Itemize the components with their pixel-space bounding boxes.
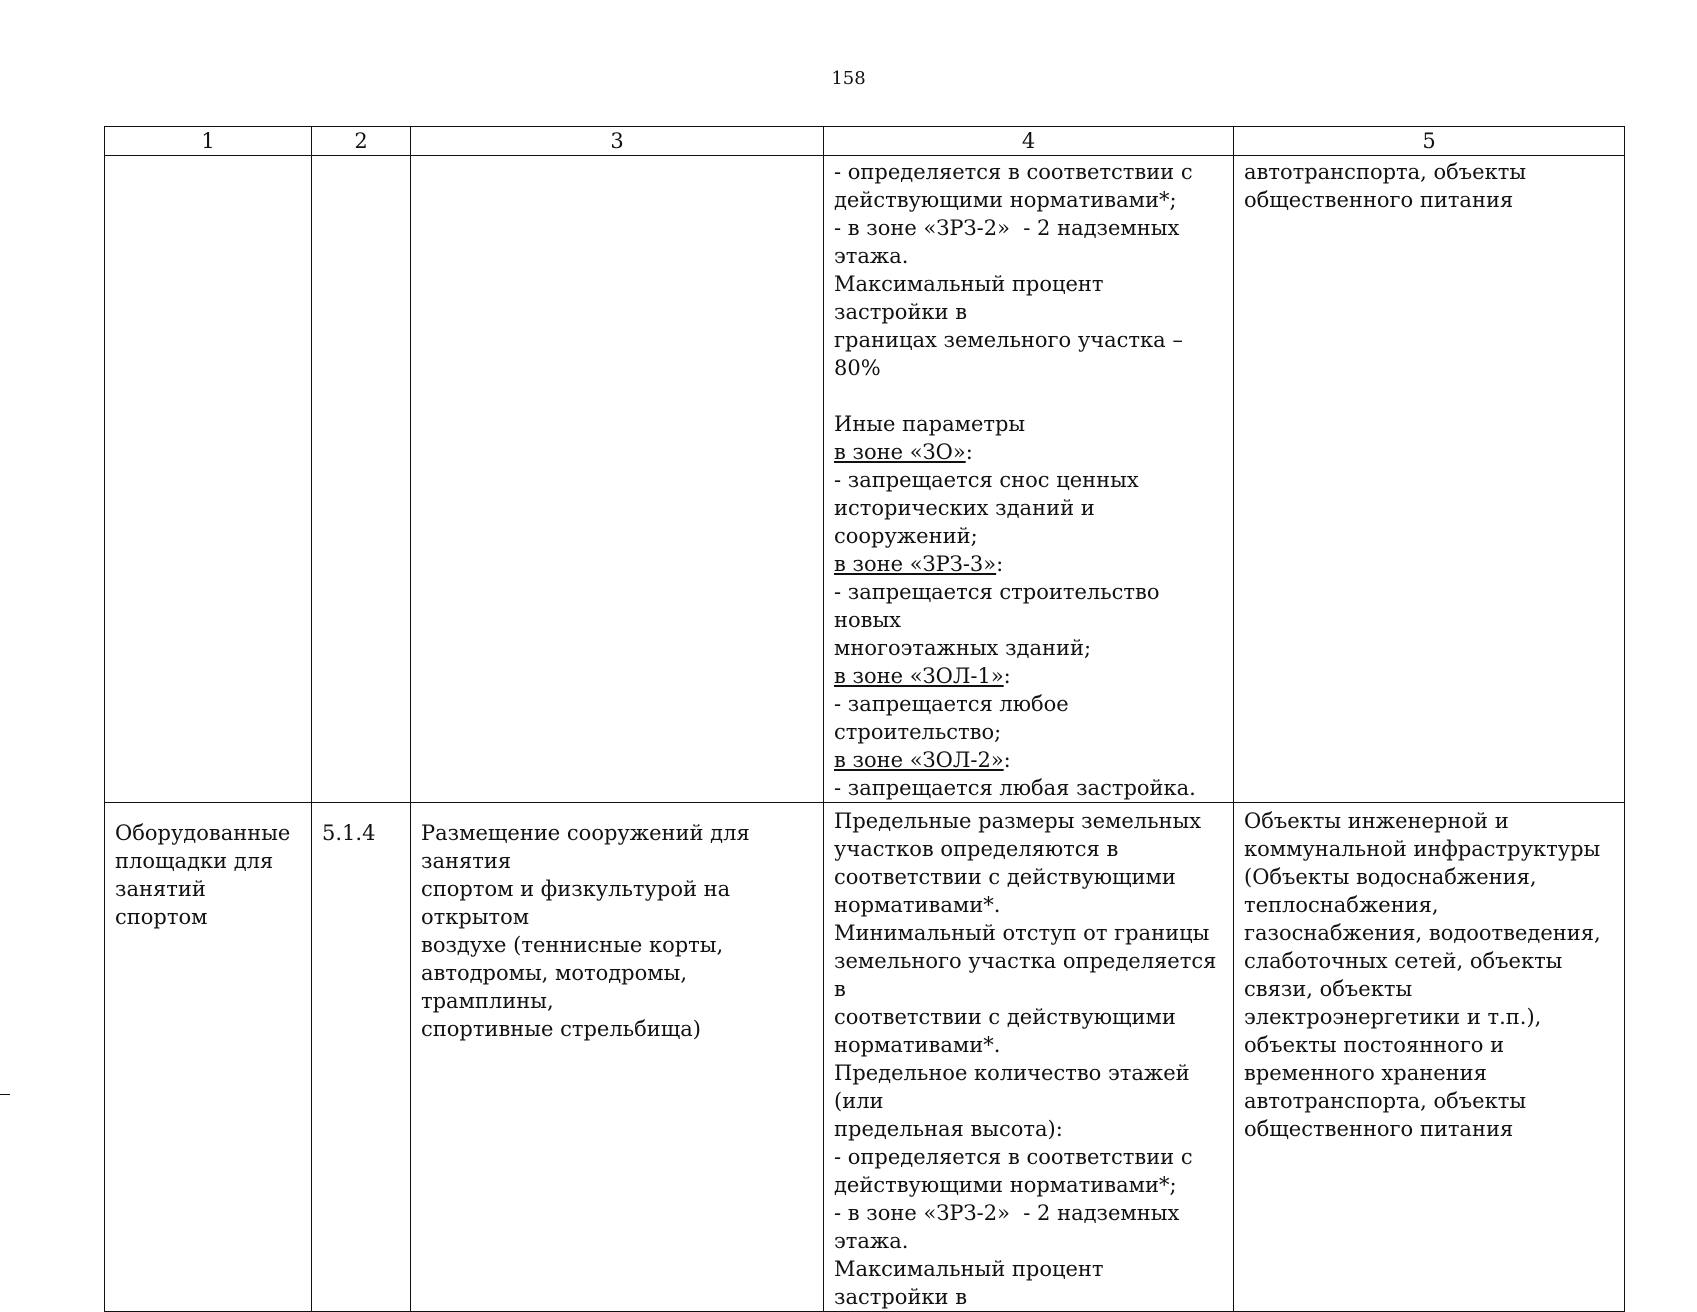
cell-text-line: Размещение сооружений для занятия	[421, 821, 757, 873]
zone-heading-suffix: :	[965, 440, 973, 464]
cell-use-name	[105, 156, 312, 803]
cell-text-line: площадки для	[115, 849, 274, 873]
cell-text-line: соответствии с действующими	[834, 1005, 1176, 1029]
cell-text-line: электроэнергетики и т.п.),	[1244, 1005, 1542, 1029]
zone-heading: в зоне «ЗОЛ-1»	[834, 664, 1004, 688]
cell-text-line: газоснабжения, водоотведения,	[1244, 921, 1601, 945]
cell-use-code	[312, 803, 411, 1312]
cell-use-name	[105, 803, 312, 1312]
cell-text-line: - определяется в соответствии с	[834, 160, 1193, 184]
cell-text-line	[834, 746, 1223, 774]
cell-text-line: - запрещается строительство новых	[834, 580, 1167, 632]
column-header-4: 4	[824, 127, 1234, 156]
cell-text-line: теплоснабжения,	[1244, 893, 1439, 917]
cell-text-line: спортивные стрельбища)	[421, 1017, 701, 1041]
cell-text-line: - в зоне «ЗРЗ-2» - 2 надземных	[834, 216, 1180, 240]
cell-auxiliary-uses	[1234, 803, 1625, 1312]
cell-text-line: - в зоне «ЗРЗ-2» - 2 надземных	[834, 1201, 1180, 1225]
column-header-2: 2	[312, 127, 411, 156]
cell-use-description	[411, 156, 824, 803]
cell-text-line: спортом и физкультурой на открытом	[421, 877, 737, 929]
cell-text-line: общественного питания	[1244, 1117, 1514, 1141]
cell-text-line: исторических зданий и сооружений;	[834, 496, 1102, 548]
cell-text-line	[834, 438, 1223, 466]
column-header-5: 5	[1234, 127, 1625, 156]
cell-text-line: Максимальный процент застройки в	[834, 272, 1111, 324]
cell-text-line: автотранспорта, объекты	[1244, 1089, 1527, 1113]
scan-edge-mark	[0, 1094, 10, 1095]
cell-text-line: действующими нормативами*;	[834, 1173, 1177, 1197]
cell-text-line	[834, 662, 1223, 690]
cell-text-line: 5.1.4	[322, 821, 376, 845]
zone-heading-suffix: :	[1003, 664, 1011, 688]
cell-use-description	[411, 803, 824, 1312]
table-row-continuation	[105, 156, 1625, 803]
cell-text-line: Иные параметры	[834, 412, 1026, 436]
cell-text-line: связи, объекты	[1244, 977, 1413, 1001]
cell-text-line: коммунальной инфраструктуры	[1244, 837, 1601, 861]
cell-text-line: Максимальный процент застройки в	[834, 1257, 1111, 1309]
cell-text-line	[834, 550, 1223, 578]
cell-text-line: автодромы, мотодромы, трамплины,	[421, 961, 694, 1013]
cell-text-line: границах земельного участка – 80%	[834, 328, 1190, 380]
cell-text-line: - запрещается снос ценных	[834, 468, 1139, 492]
page-number: 158	[831, 68, 866, 89]
cell-text-line: Объекты инженерной и	[1244, 809, 1509, 833]
cell-text-line: многоэтажных зданий;	[834, 636, 1092, 660]
cell-text-line	[834, 382, 1223, 410]
cell-text-line: - определяется в соответствии с	[834, 1145, 1193, 1169]
zone-heading: в зоне «ЗО»	[834, 440, 966, 464]
zone-heading-suffix: :	[996, 552, 1004, 576]
cell-text-line: Предельное количество этажей (или	[834, 1061, 1197, 1113]
cell-text-line: воздухе (теннисные корты,	[421, 933, 724, 957]
cell-text-line: Минимальный отступ от границы	[834, 921, 1210, 945]
cell-text-line: Оборудованные	[115, 821, 291, 845]
cell-text-line: нормативами*.	[834, 1033, 1001, 1057]
zoning-table	[104, 126, 1625, 1312]
cell-text-line: действующими нормативами*;	[834, 188, 1177, 212]
column-header-3: 3	[411, 127, 824, 156]
cell-text-line: земельного участка определяется в	[834, 949, 1224, 1001]
cell-text-line: общественного питания	[1244, 188, 1514, 212]
cell-parameters	[824, 156, 1234, 803]
cell-text-line: нормативами*.	[834, 893, 1001, 917]
column-header-1: 1	[105, 127, 312, 156]
cell-use-code	[312, 156, 411, 803]
table-header-row	[105, 127, 1625, 156]
cell-text-line: этажа.	[834, 244, 909, 268]
cell-text-line: Предельные размеры земельных	[834, 809, 1202, 833]
cell-text-line: временного хранения	[1244, 1061, 1487, 1085]
cell-text-line: соответствии с действующими	[834, 865, 1176, 889]
cell-parameters	[824, 803, 1234, 1312]
cell-text-line: автотранспорта, объекты	[1244, 160, 1527, 184]
cell-text-line: (Объекты водоснабжения,	[1244, 865, 1537, 889]
zone-heading: в зоне «ЗРЗ-3»	[834, 552, 997, 576]
zone-heading-suffix: :	[1003, 748, 1011, 772]
cell-auxiliary-uses	[1234, 156, 1625, 803]
cell-text-line: участков определяются в	[834, 837, 1119, 861]
cell-text-line: предельная высота):	[834, 1117, 1063, 1141]
zone-heading: в зоне «ЗОЛ-2»	[834, 748, 1004, 772]
cell-text-line: объекты постоянного и	[1244, 1033, 1505, 1057]
cell-text-line: этажа.	[834, 1229, 909, 1253]
cell-text-line: занятий спортом	[115, 877, 213, 929]
cell-text-line: слаботочных сетей, объекты	[1244, 949, 1563, 973]
table-row-sports-grounds	[105, 803, 1625, 1312]
cell-text-line: - запрещается любая застройка.	[834, 776, 1196, 800]
cell-text-line: - запрещается любое строительство;	[834, 692, 1076, 744]
